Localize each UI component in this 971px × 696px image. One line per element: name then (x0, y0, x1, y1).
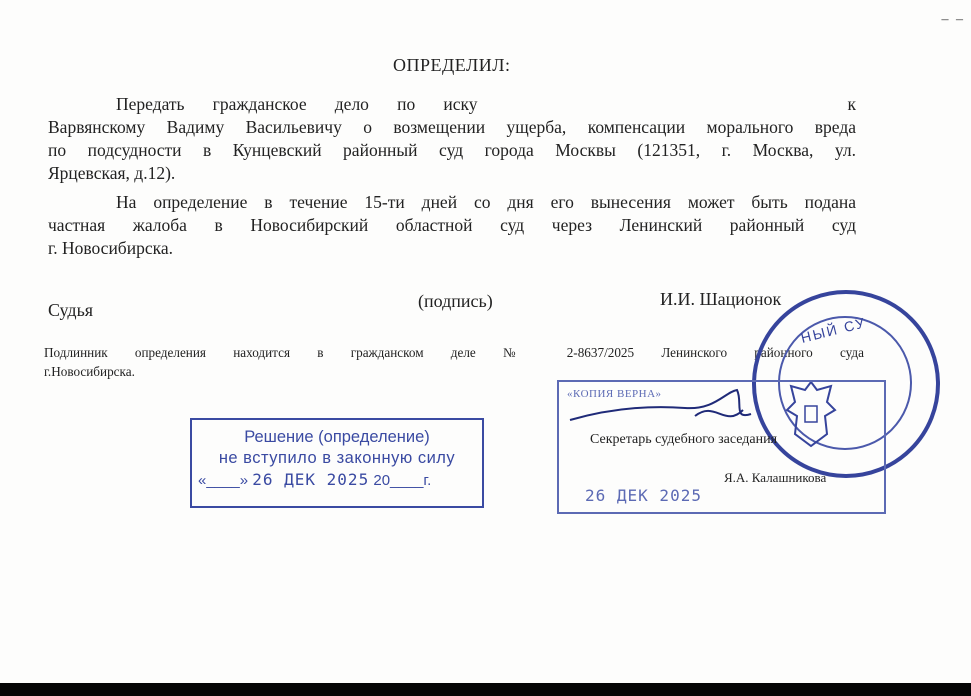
original-location-note (44, 343, 864, 381)
note-line-1: Подлинник определения находится в гражданском деле № 2-8637/2025 Ленинского районного суда (44, 345, 864, 360)
legal-stamp-date: 26 ДЕК 2025 (252, 470, 370, 489)
signature-label: (подпись) (418, 291, 493, 311)
handwritten-signature (565, 380, 765, 440)
copy-stamp-date: 26 ДЕК 2025 (585, 486, 702, 505)
judge-label: Судья (48, 300, 94, 320)
decision-heading: ОПРЕДЕЛИЛ: (393, 55, 511, 75)
copy-stamp-title: «КОПИЯ ВЕРНА» (567, 388, 662, 400)
p2-line-1: На определение в течение 15-ти дней со дня его вынесения может быть подана (116, 192, 856, 212)
p2-line-2: частная жалоба в Новосибирский областной суд через Ленинский районный суд (48, 215, 856, 235)
p2-line-3: г. Новосибирска. (48, 238, 173, 258)
legal-stamp-prefix: «____» (198, 472, 249, 489)
p1-line-3: по подсудности в Кунцевский районный суд города Москвы (121351, г. Москва, ул. (48, 140, 856, 160)
p1-line-1: Передать гражданское дело по иску (116, 94, 478, 114)
legal-force-stamp (190, 418, 484, 508)
paragraph-appeal (48, 191, 856, 260)
secretary-title: Секретарь судебного заседания (590, 432, 778, 447)
secretary-name: Я.А. Калашникова (724, 470, 827, 485)
paragraph-transfer: Передать гражданское дело по иску к Варвянскому Вадиму Васильевичу о возмещении ущерба, компенсации морального вреда по подсудности в Кунцевский районный суд города Москвы (121351, г. Москва, ул. Ярцевская, д.12). (48, 94, 856, 183)
bottom-edge-bar (0, 683, 971, 696)
court-seal-text: НЫЙ СУ (799, 314, 868, 346)
p1-line-4: Ярцевская, д.12). (48, 163, 176, 183)
note-line-2: г.Новосибирска. (44, 364, 135, 379)
legal-stamp-line-1: Решение (определение) (244, 428, 430, 446)
judge-name: И.И. Шационок (660, 289, 782, 309)
corner-mark: – – (941, 12, 965, 27)
legal-stamp-suffix: 20____г. (373, 472, 432, 489)
p1-line-2: Варвянскому Вадиму Васильевичу о возмещении ущерба, компенсации морального вреда (48, 117, 856, 137)
legal-stamp-line-2: не вступило в законную силу (218, 449, 456, 467)
